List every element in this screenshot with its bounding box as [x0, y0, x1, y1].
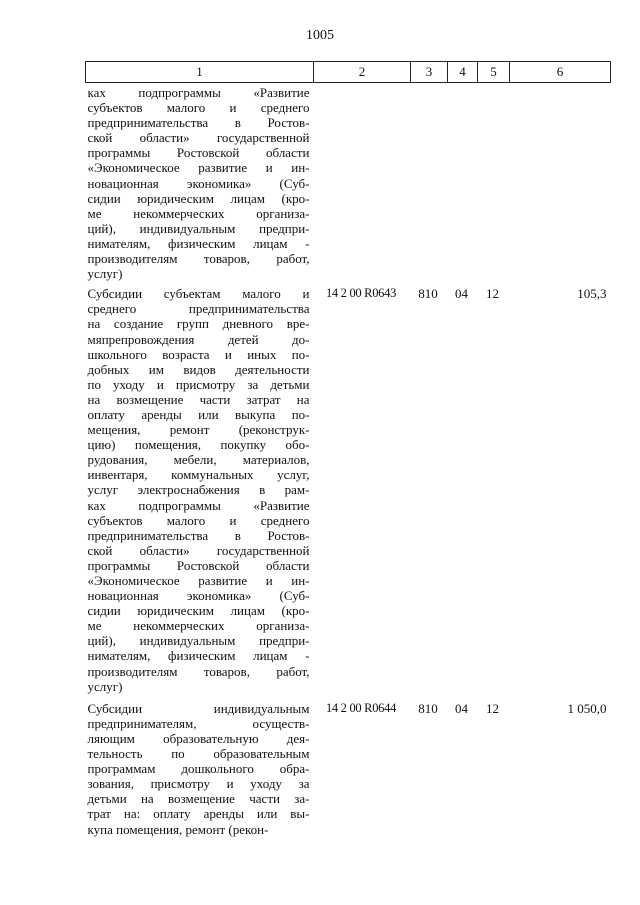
description-line: школьного возраста и иных по- [87, 346, 310, 362]
description-line: ской области» государственной [87, 130, 310, 146]
column-number-header [86, 62, 611, 83]
description-line: производителям товаров, работ, [87, 251, 310, 267]
column-header-3: 3 [411, 62, 448, 83]
description-line: программы Ростовской области [87, 145, 310, 161]
description-line: мяпрепровождения детей до- [87, 331, 310, 347]
column-header-5: 5 [478, 62, 510, 83]
description-line: мещения, ремонт (реконструк- [87, 422, 310, 438]
amount-value [510, 83, 611, 282]
description-line: зования, присмотру и уходу за [87, 776, 310, 792]
section-code: 04 [455, 700, 468, 716]
description-line: ской области» государственной [87, 542, 310, 558]
row-description [86, 281, 314, 694]
expense-type [411, 83, 448, 282]
amount-value: 1 050,0 [567, 700, 607, 716]
column-header-2: 2 [314, 62, 411, 83]
description-line: предпринимательства в Ростов- [87, 527, 310, 543]
description-line: новационная экономика» (Суб- [87, 175, 310, 191]
description-line: субъектов малого и среднего [87, 100, 310, 116]
description-line: оплату аренды или выкупа по- [87, 406, 310, 422]
description-line: предпринимателям, осуществ- [87, 715, 310, 731]
subsection-code [478, 83, 510, 282]
description-line: ций), индивидуальным предпри- [87, 633, 310, 649]
description-line: субъектов малого и среднего [87, 512, 310, 528]
column-header-4: 4 [448, 62, 478, 83]
description-line: нимателям, физическим лицам - [87, 235, 310, 251]
description-line: услуг) [87, 266, 123, 282]
expense-type: 810 [418, 286, 438, 302]
table-row [86, 694, 611, 837]
description-line: ме некоммерческих организа- [87, 618, 310, 634]
description-line: услуг) [87, 678, 123, 694]
description-line: рудования, мебели, материалов, [87, 452, 310, 468]
target-article-code: 14 2 00 R0644 [325, 700, 397, 715]
description-line: программам дошкольного обра- [87, 761, 310, 777]
description-line: среднего предпринимательства [87, 301, 310, 317]
subsection-code: 12 [486, 286, 499, 302]
description-line: ках подпрограммы «Развитие [87, 497, 310, 513]
description-line: услуг электроснабжения в рам- [87, 482, 310, 498]
column-header-6: 6 [510, 62, 611, 83]
page-number: 1005 [306, 28, 334, 43]
description-line: добных им видов деятельности [87, 361, 310, 377]
expense-type: 810 [418, 700, 438, 716]
description-line: сидии юридическим лицам (кро- [87, 603, 310, 619]
section-code: 04 [455, 286, 468, 302]
description-line: «Экономическое развитие и ин- [87, 573, 310, 588]
description-line: на создание групп дневного вре- [87, 316, 310, 332]
row-description [86, 694, 314, 837]
description-line: нимателям, физическим лицам - [87, 648, 310, 664]
description-line: трат на: оплату аренды или вы- [87, 806, 310, 822]
description-line: ках подпрограммы «Развитие [87, 85, 310, 100]
description-line: сидии юридическим лицам (кро- [87, 190, 310, 206]
description-line: «Экономическое развитие и ин- [87, 160, 310, 176]
description-line: купа помещения, ремонт (рекон- [87, 821, 269, 837]
description-line: ляющим образовательную дея- [87, 730, 310, 746]
column-header-1: 1 [86, 62, 314, 83]
description-line: ций), индивидуальным предпри- [87, 220, 310, 236]
description-line: цию) помещения, покупку обо- [87, 437, 310, 453]
subsection-code: 12 [486, 700, 499, 716]
budget-table [85, 61, 611, 837]
amount-value: 105,3 [577, 286, 607, 302]
table-row [86, 281, 611, 694]
description-line: программы Ростовской области [87, 557, 310, 573]
description-line: по уходу и присмотру за детьми [87, 376, 310, 392]
description-line: производителям товаров, работ, [87, 663, 310, 679]
table-row [86, 83, 611, 282]
description-line: предпринимательства в Ростов- [87, 115, 310, 131]
description-line: тельность по образовательным [87, 746, 310, 762]
description-line: детьми на возмещение части за- [87, 791, 310, 807]
description-line: на возмещение части затрат на [87, 391, 310, 407]
description-line: инвентаря, коммунальных услуг, [87, 467, 310, 483]
description-line: Субсидии субъектам малого и [87, 286, 310, 302]
description-line: ме некоммерческих организа- [87, 205, 310, 221]
row-description [86, 83, 314, 282]
description-line: Субсидии индивидуальным [87, 700, 310, 716]
section-code [448, 83, 478, 282]
target-article-code: 14 2 00 R0643 [325, 286, 397, 301]
description-line: новационная экономика» (Суб- [87, 588, 310, 604]
target-article-code [314, 83, 411, 282]
